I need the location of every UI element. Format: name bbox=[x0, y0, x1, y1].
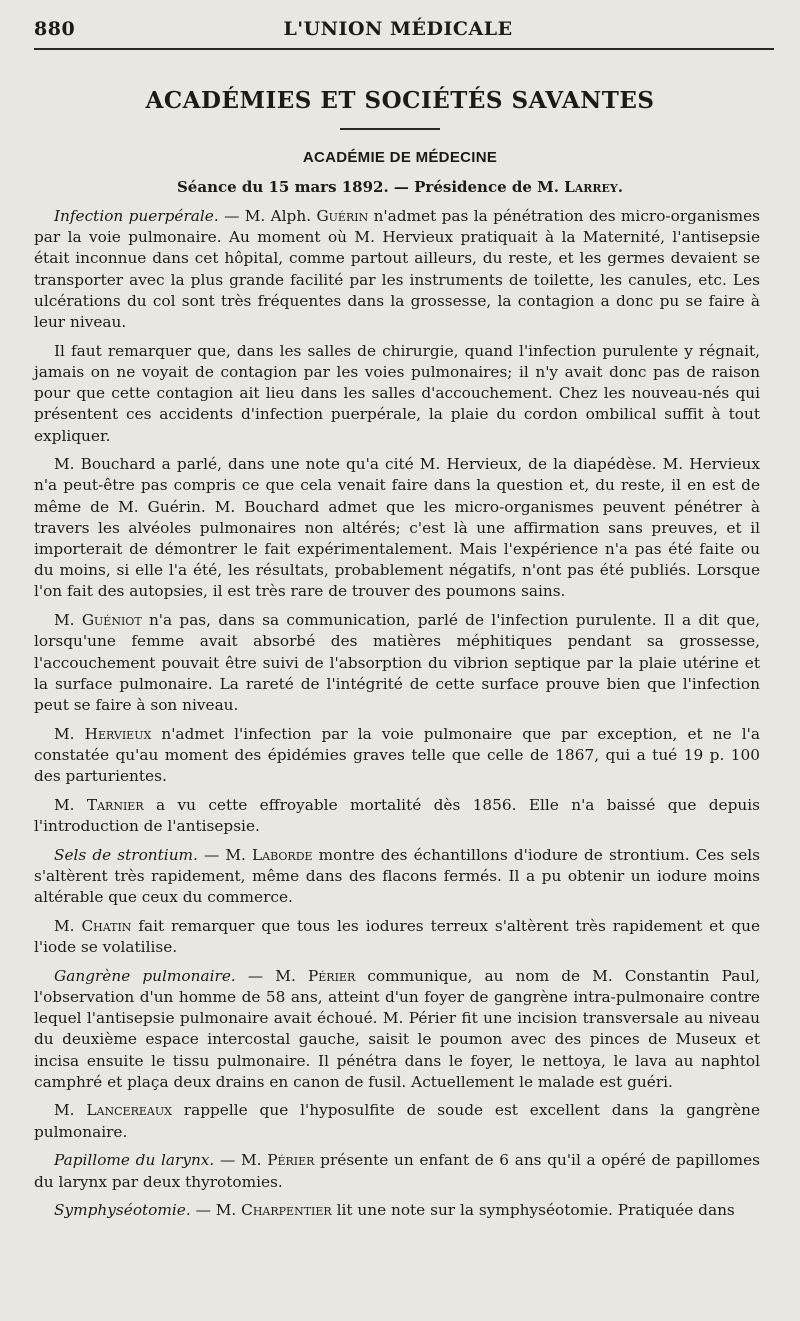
paragraph-rubric: Gangrène pulmonaire. bbox=[54, 966, 236, 985]
paragraph-text: n'a pas, dans sa communication, parlé de l'infection purulente. Il a dit que, lorsqu'une femme avait absorbé des matières méphitiques pendant sa grossesse, l'accouchement pouvait être suivi de l'absorption du vibrion septique par la plaie utérine et la surface pulmonaire. La rareté de l'intégrité de cette surface prouve bien que l'infection peut se faire à son niveau. bbox=[34, 611, 761, 714]
paragraph-text: n'admet l'infection par la voie pulmonaire que par exception, et ne l'a constatée qu'au moment des épidémies graves telle que celle de 1867, qui a tué 19 p. 100 des parturientes. bbox=[34, 724, 760, 786]
paragraph-text: communique, au nom de M. Constantin Paul, l'observation d'un homme de 58 ans, atteint d'un foyer de gangrène intra-pulmonaire contre lequel l'antisepsie pulmonaire avait échoué. M. Périer fit une incision transversale au niveau du deuxième espace intercostal gauche, saisit le poumon avec des pinces de Museux et incisa ensuite le tissu pulmonaire. Il pénétra dans le foyer, le nettoya, le lava au naphtol camphré et plaça deux drains en canon de fusil. Actuellement le malade est guéri. bbox=[34, 966, 760, 1091]
paragraph-rubric: Symphyséotomie. bbox=[54, 1201, 191, 1220]
header-rule bbox=[34, 48, 774, 50]
session-line bbox=[0, 178, 800, 196]
speaker-name: Charpentier bbox=[241, 1201, 332, 1220]
paragraph bbox=[34, 610, 760, 716]
paragraph-lead: — M. Alph. bbox=[218, 207, 317, 225]
paragraph-lead: — M. bbox=[214, 1151, 268, 1170]
article-body bbox=[34, 206, 760, 1229]
session-text: Séance du 15 mars 1892. — Présidence de M. bbox=[176, 178, 565, 196]
paragraph-lead: — M. bbox=[190, 1201, 242, 1220]
paragraph-text: rappelle que l'hyposulfite de soude est excellent dans la gangrène pulmonaire. bbox=[34, 1101, 760, 1141]
paragraph bbox=[34, 454, 760, 602]
paragraph-text: M. Bouchard a parlé, dans une note qu'a cité M. Hervieux, de la diapédèse. M. Hervieux n'a peut-être pas compris ce que cela venait faire dans la question et, du reste, il en est de même de M. Guérin. M. Bouchard admet que les micro-organismes peuvent pénétrer à travers les alvéoles pulmonaires non altérés; c'est là une affirmation sans preuves, et il importerait de démontrer le fait expérimentalement. Mais l'expérience n'a pas été faite ou du moins, si elle l'a été, les résultats, probablement négatifs, n'ont pas été publiés. Lorsque l'on fait des autopsies, il est très rare de trouver des poumons sains. bbox=[34, 455, 760, 601]
running-head bbox=[34, 14, 762, 44]
paragraph-lead: M. bbox=[54, 916, 82, 935]
speaker-name: Guéniot bbox=[81, 611, 142, 630]
paragraph-rubric: Sels de strontium. bbox=[54, 845, 198, 864]
paragraph-text: Il faut remarquer que, dans les salles de chirurgie, quand l'infection purulente y régnait, jamais on ne voyait de contagion par les voies pulmonaires; il n'y avait donc pas de raison pour que cette contagion ait lieu dans les salles d'accouchement. Chez les nouveau-nés qui présentent ces accidents d'infection puerpérale, la plaie du cordon ombilical suffit à tout expliquer. bbox=[34, 341, 760, 445]
paragraph bbox=[34, 916, 760, 958]
paragraph bbox=[34, 1150, 760, 1192]
paragraph-text: a vu cette effroyable mortalité dès 1856. Elle n'a baissé que depuis l'introduction de l'antisepsie. bbox=[34, 795, 760, 835]
paragraph bbox=[34, 724, 760, 788]
speaker-name: Chatin bbox=[81, 916, 132, 935]
president-name: Larrey bbox=[564, 178, 618, 196]
section-title: ACADÉMIES ET SOCIÉTÉS SAVANTES bbox=[145, 87, 655, 114]
paragraph bbox=[34, 795, 760, 837]
paragraph-lead: — M. bbox=[197, 845, 252, 864]
paragraph bbox=[34, 966, 760, 1093]
paragraph-text: montre des échantillons d'iodure de strontium. Ces sels s'altèrent très rapidement, même dans des flacons fermés. Il a pu obtenir un iodure moins altérable que ceux du commerce. bbox=[34, 845, 760, 907]
paragraph-text: lit une note sur la symphyséotomie. Pratiquée dans bbox=[331, 1201, 735, 1220]
subsection-title: ACADÉMIE DE MÉDECINE bbox=[302, 149, 498, 166]
paragraph bbox=[34, 341, 760, 447]
speaker-name: Périer bbox=[307, 966, 356, 985]
journal-title: L'UNION MÉDICALE bbox=[283, 18, 513, 40]
paragraph-lead: M. bbox=[54, 611, 82, 630]
paragraph-rubric: Papillome du larynx. bbox=[54, 1151, 215, 1170]
session-end: . bbox=[617, 178, 624, 196]
paragraph-lead: M. bbox=[54, 1101, 87, 1120]
speaker-name: Lancereaux bbox=[86, 1101, 172, 1120]
paragraph bbox=[34, 845, 760, 909]
section-divider bbox=[340, 128, 440, 130]
speaker-name: Hervieux bbox=[84, 724, 152, 743]
speaker-name: Guérin bbox=[316, 207, 369, 225]
paragraph-text: fait remarquer que tous les iodures terreux s'altèrent très rapidement et que l'iode se volatilise. bbox=[34, 916, 761, 956]
page-number: 880 bbox=[34, 18, 76, 40]
paragraph-text: présente un enfant de 6 ans qu'il a opéré de papillomes du larynx par deux thyrotomies. bbox=[34, 1151, 760, 1191]
paragraph bbox=[34, 1100, 760, 1142]
speaker-name: Tarnier bbox=[86, 795, 144, 814]
speaker-name: Laborde bbox=[252, 845, 313, 864]
paragraph bbox=[34, 206, 760, 333]
paragraph-lead: M. bbox=[54, 724, 85, 743]
paragraph-text: n'admet pas la pénétration des micro-organismes par la voie pulmonaire. Au moment où M. Hervieux pratiquait à la Maternité, l'antisepsie était inconnue dans cet hôpital, comme partout ailleurs, du reste, et les germes devaient se transporter avec la plus grande facilité par les instruments de toilette, les canules, etc. Les ulcérations du col sont très fréquentes dans la grossesse, la contagion a donc pu se faire à leur niveau. bbox=[34, 207, 761, 332]
paragraph-rubric: Infection puerpérale. bbox=[54, 207, 219, 225]
paragraph-lead: M. bbox=[54, 795, 87, 814]
paragraph-lead: — M. bbox=[235, 966, 308, 985]
speaker-name: Périer bbox=[267, 1151, 315, 1170]
paragraph bbox=[34, 1200, 760, 1221]
